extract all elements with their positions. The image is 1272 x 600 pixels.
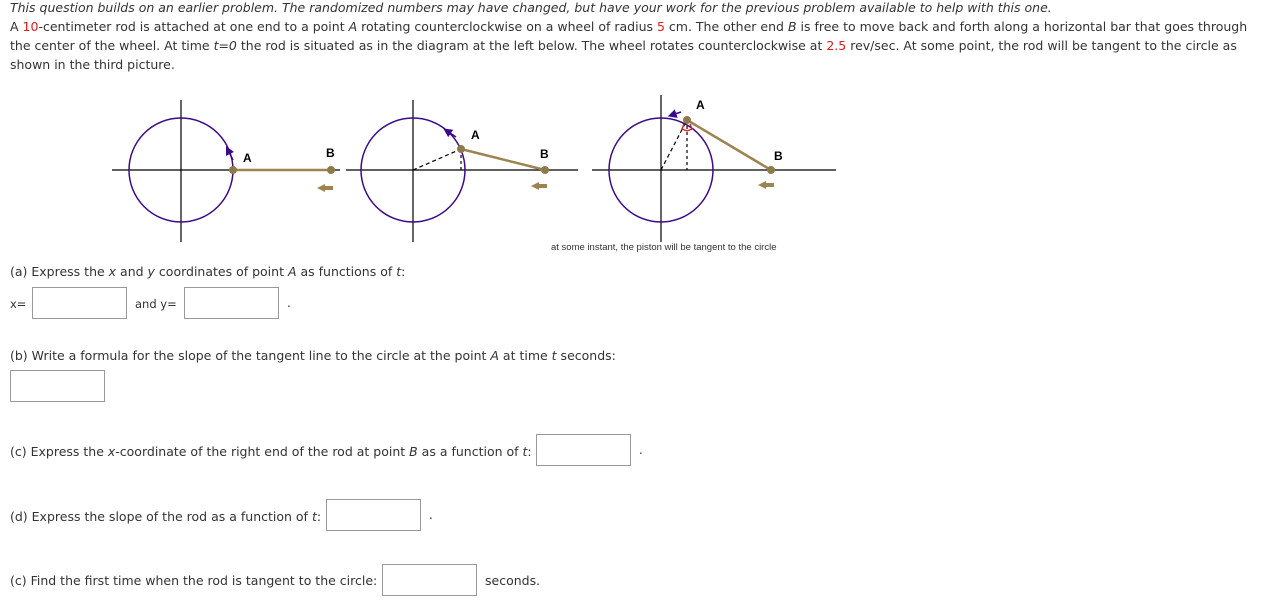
- question-d: [10, 509, 321, 524]
- rod-slope-input[interactable]: [326, 499, 421, 531]
- question-c: [10, 444, 532, 459]
- period: .: [639, 443, 643, 457]
- radius-dashed: [413, 149, 461, 170]
- diagram-middle: [346, 100, 578, 242]
- label-b: B: [326, 146, 335, 160]
- label-a: A: [243, 151, 252, 165]
- text: the rod is situated as in the diagram at the left below. The wheel rotates counterclockwise at: [236, 38, 827, 53]
- var-x: x: [108, 264, 117, 279]
- text: -coordinate of the right end of the rod at point: [115, 444, 410, 459]
- text: as a function of: [417, 444, 523, 459]
- left-arrow-icon: [758, 181, 774, 189]
- text: seconds:: [556, 348, 616, 363]
- point-a: [683, 116, 691, 124]
- label-b: B: [774, 149, 783, 163]
- intro-note: This question builds on an earlier problem. The randomized numbers may have changed, but have your work for the previous problem available to help with this one.: [10, 0, 1052, 15]
- question-a: [10, 264, 405, 279]
- text: (d) Express the slope of the rod as a function of: [10, 509, 312, 524]
- diagram-caption: at some instant, the piston will be tangent to the circle: [551, 242, 777, 253]
- tangent-time-input[interactable]: [382, 564, 477, 596]
- rod-length: 10: [22, 19, 39, 34]
- diagram-initial: [112, 100, 340, 242]
- rod: [461, 149, 545, 170]
- problem-statement: [10, 0, 1265, 74]
- var-a: A: [490, 348, 499, 363]
- y-label: and y=: [135, 297, 177, 311]
- var-t: t: [522, 444, 528, 459]
- seconds-unit: seconds.: [485, 573, 541, 588]
- x-answer-input[interactable]: [32, 287, 127, 319]
- text: (b) Write a formula for the slope of the tangent line to the circle at the point: [10, 348, 491, 363]
- rotation-arrow-icon: [672, 112, 681, 115]
- text: at time: [498, 348, 552, 363]
- point-b: [327, 166, 335, 174]
- text: is free to move back and forth along a horizontal bar that goes through the center of the wheel. At time: [10, 19, 1248, 53]
- text: and: [116, 264, 148, 279]
- question-b: [10, 348, 616, 363]
- var-b: B: [409, 444, 418, 459]
- rod: [687, 120, 771, 170]
- point-a: [457, 145, 465, 153]
- text: as functions of: [296, 264, 397, 279]
- text: rev/sec. At some point, the rod will be tangent to the circle as shown in the third picture.: [10, 38, 1237, 72]
- wheel-radius: 5: [656, 19, 665, 34]
- text: (c) Express the: [10, 444, 108, 459]
- x-label: x=: [10, 297, 27, 311]
- problem-description: [10, 17, 1265, 74]
- question-e: (c) Find the first time when the rod is tangent to the circle:: [10, 573, 378, 588]
- tangent-slope-input[interactable]: [10, 370, 105, 402]
- left-arrow-icon: [531, 182, 547, 190]
- label-b: B: [540, 147, 549, 161]
- period: .: [429, 508, 433, 522]
- point-a: [229, 166, 237, 174]
- text: cm. The other end: [664, 19, 788, 34]
- label-a: A: [696, 98, 705, 112]
- var-t: t: [551, 348, 557, 363]
- rotation-rate: 2.5: [826, 38, 847, 53]
- point-b: [767, 166, 775, 174]
- label-a: A: [471, 128, 480, 142]
- wheel-diagrams: [100, 92, 845, 257]
- text: :: [401, 264, 406, 279]
- b-position-input[interactable]: [536, 434, 631, 466]
- rotation-arrow-icon: [228, 150, 233, 160]
- text: (a) Express the: [10, 264, 109, 279]
- var-a: A: [348, 19, 358, 34]
- var-t: t: [396, 264, 402, 279]
- var-t: t: [311, 509, 317, 524]
- diagram-tangent: [551, 95, 836, 253]
- y-answer-input[interactable]: [184, 287, 279, 319]
- text: :: [527, 444, 532, 459]
- time-zero: t=0: [213, 38, 237, 53]
- var-a: A: [287, 264, 297, 279]
- var-b: B: [787, 19, 797, 34]
- text: :: [316, 509, 322, 524]
- var-y: y: [147, 264, 155, 279]
- period: .: [287, 296, 291, 310]
- text: rotating counterclockwise on a wheel of radius: [357, 19, 657, 34]
- point-b: [541, 166, 549, 174]
- var-x: x: [107, 444, 116, 459]
- text: A: [10, 19, 23, 34]
- text: coordinates of point: [154, 264, 288, 279]
- left-arrow-icon: [317, 184, 333, 192]
- text: -centimeter rod is attached at one end to a point: [38, 19, 349, 34]
